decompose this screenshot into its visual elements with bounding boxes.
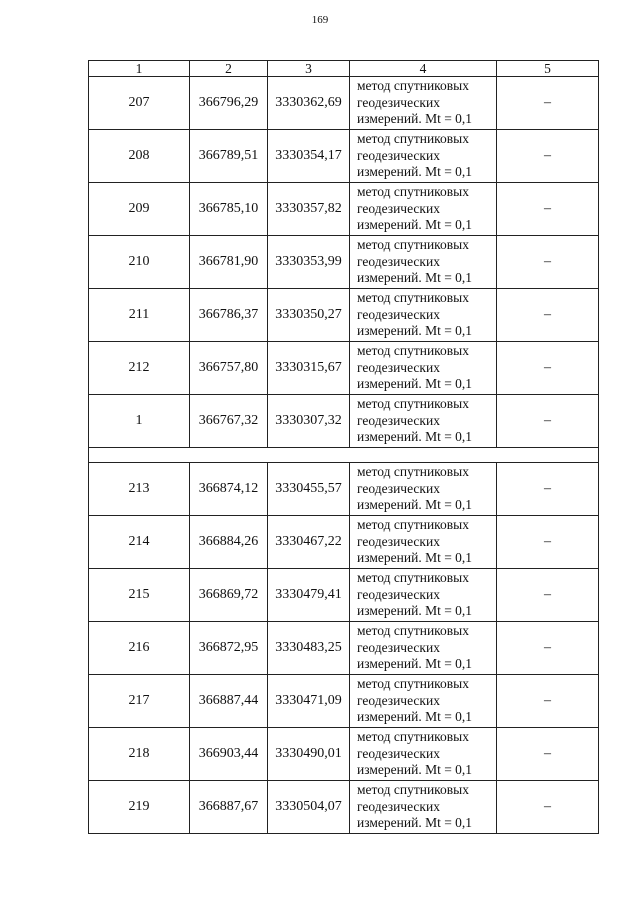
coord-y-cell: 3330490,01 [268,728,350,781]
coord-x-cell: 366767,32 [190,395,268,448]
method-line: измерений. Mt = 0,1 [357,111,473,127]
coord-y-cell: 3330479,41 [268,569,350,622]
method-cell [350,675,497,728]
description-cell: – [497,675,599,728]
method-line: геодезических [357,200,440,216]
description-cell: – [497,395,599,448]
method-line: измерений. Mt = 0,1 [357,656,473,672]
method-cell [350,289,497,342]
coord-x-cell: 366757,80 [190,342,268,395]
coord-x-cell: 366872,95 [190,622,268,675]
method-cell [350,77,497,130]
table-row [89,395,599,448]
coord-x-cell: 366887,44 [190,675,268,728]
table-row [89,183,599,236]
coord-y-cell: 3330350,27 [268,289,350,342]
table-row [89,516,599,569]
method-line: метод спутниковых [357,131,469,147]
method-line: геодезических [357,639,440,655]
description-cell: – [497,289,599,342]
coord-x-cell: 366786,37 [190,289,268,342]
method-cell [350,236,497,289]
method-line: геодезических [357,586,440,602]
method-line: геодезических [357,306,440,322]
coord-x-cell: 366903,44 [190,728,268,781]
point-number-cell: 211 [89,289,190,342]
method-line: метод спутниковых [357,78,469,94]
description-cell: – [497,130,599,183]
method-line: метод спутниковых [357,184,469,200]
table-body-group-b [89,463,599,834]
method-line: метод спутниковых [357,396,469,412]
method-line: измерений. Mt = 0,1 [357,762,473,778]
method-line: геодезических [357,359,440,375]
point-number-cell: 210 [89,236,190,289]
description-cell: – [497,569,599,622]
description-cell: – [497,728,599,781]
point-number-cell: 219 [89,781,190,834]
coord-x-cell: 366874,12 [190,463,268,516]
method-line: измерений. Mt = 0,1 [357,497,473,513]
gap-cell [89,448,599,463]
coord-y-cell: 3330315,67 [268,342,350,395]
table-row [89,569,599,622]
method-cell [350,183,497,236]
method-cell [350,463,497,516]
point-number-cell: 218 [89,728,190,781]
header-cell: 3 [268,61,350,77]
description-cell: – [497,77,599,130]
coord-y-cell: 3330471,09 [268,675,350,728]
coord-x-cell: 366796,29 [190,77,268,130]
header-row [89,61,599,77]
header-cell: 1 [89,61,190,77]
table-row [89,675,599,728]
table-row [89,130,599,183]
method-line: геодезических [357,480,440,496]
coord-y-cell: 3330307,32 [268,395,350,448]
table-row [89,781,599,834]
method-line: геодезических [357,147,440,163]
coordinates-table [88,60,599,834]
gap-row [89,448,599,463]
table-row [89,622,599,675]
header-cell: 2 [190,61,268,77]
coord-y-cell: 3330362,69 [268,77,350,130]
method-line: метод спутниковых [357,343,469,359]
point-number-cell: 217 [89,675,190,728]
method-line: измерений. Mt = 0,1 [357,429,473,445]
table-body-group-a [89,77,599,448]
coord-x-cell: 366785,10 [190,183,268,236]
method-line: измерений. Mt = 0,1 [357,323,473,339]
coord-x-cell: 366869,72 [190,569,268,622]
method-line: измерений. Mt = 0,1 [357,550,473,566]
method-line: метод спутниковых [357,290,469,306]
method-line: геодезических [357,692,440,708]
method-line: метод спутниковых [357,517,469,533]
method-line: измерений. Mt = 0,1 [357,603,473,619]
coord-x-cell: 366887,67 [190,781,268,834]
method-line: геодезических [357,253,440,269]
table-row [89,463,599,516]
description-cell: – [497,236,599,289]
gap-group [89,448,599,463]
point-number-cell: 214 [89,516,190,569]
method-line: геодезических [357,412,440,428]
method-line: метод спутниковых [357,623,469,639]
method-line: метод спутниковых [357,464,469,480]
method-cell [350,728,497,781]
point-number-cell: 209 [89,183,190,236]
coord-x-cell: 366789,51 [190,130,268,183]
description-cell: – [497,622,599,675]
method-line: измерений. Mt = 0,1 [357,709,473,725]
description-cell: – [497,342,599,395]
table-row [89,728,599,781]
method-cell [350,130,497,183]
method-line: измерений. Mt = 0,1 [357,270,473,286]
point-number-cell: 212 [89,342,190,395]
method-cell [350,781,497,834]
method-line: геодезических [357,798,440,814]
coord-y-cell: 3330353,99 [268,236,350,289]
method-line: метод спутниковых [357,237,469,253]
header-cell: 5 [497,61,599,77]
point-number-cell: 213 [89,463,190,516]
method-line: метод спутниковых [357,676,469,692]
method-line: измерений. Mt = 0,1 [357,376,473,392]
header-cell: 4 [350,61,497,77]
point-number-cell: 216 [89,622,190,675]
point-number-cell: 208 [89,130,190,183]
method-line: метод спутниковых [357,570,469,586]
method-cell [350,569,497,622]
method-cell [350,395,497,448]
description-cell: – [497,516,599,569]
coord-y-cell: 3330483,25 [268,622,350,675]
coord-x-cell: 366884,26 [190,516,268,569]
method-line: измерений. Mt = 0,1 [357,217,473,233]
method-line: метод спутниковых [357,729,469,745]
method-line: измерений. Mt = 0,1 [357,815,473,831]
method-cell [350,516,497,569]
description-cell: – [497,183,599,236]
coord-y-cell: 3330354,17 [268,130,350,183]
point-number-cell: 207 [89,77,190,130]
description-cell: – [497,781,599,834]
table-row [89,236,599,289]
method-line: измерений. Mt = 0,1 [357,164,473,180]
description-cell: – [497,463,599,516]
method-line: геодезических [357,533,440,549]
method-cell [350,342,497,395]
method-cell [350,622,497,675]
method-line: метод спутниковых [357,782,469,798]
coord-y-cell: 3330504,07 [268,781,350,834]
coord-y-cell: 3330357,82 [268,183,350,236]
point-number-cell: 215 [89,569,190,622]
table-row [89,289,599,342]
point-number-cell: 1 [89,395,190,448]
coord-y-cell: 3330467,22 [268,516,350,569]
table-row [89,77,599,130]
method-line: геодезических [357,745,440,761]
method-line: геодезических [357,94,440,110]
table-row [89,342,599,395]
coord-y-cell: 3330455,57 [268,463,350,516]
coord-x-cell: 366781,90 [190,236,268,289]
page-number: 169 [311,14,329,26]
